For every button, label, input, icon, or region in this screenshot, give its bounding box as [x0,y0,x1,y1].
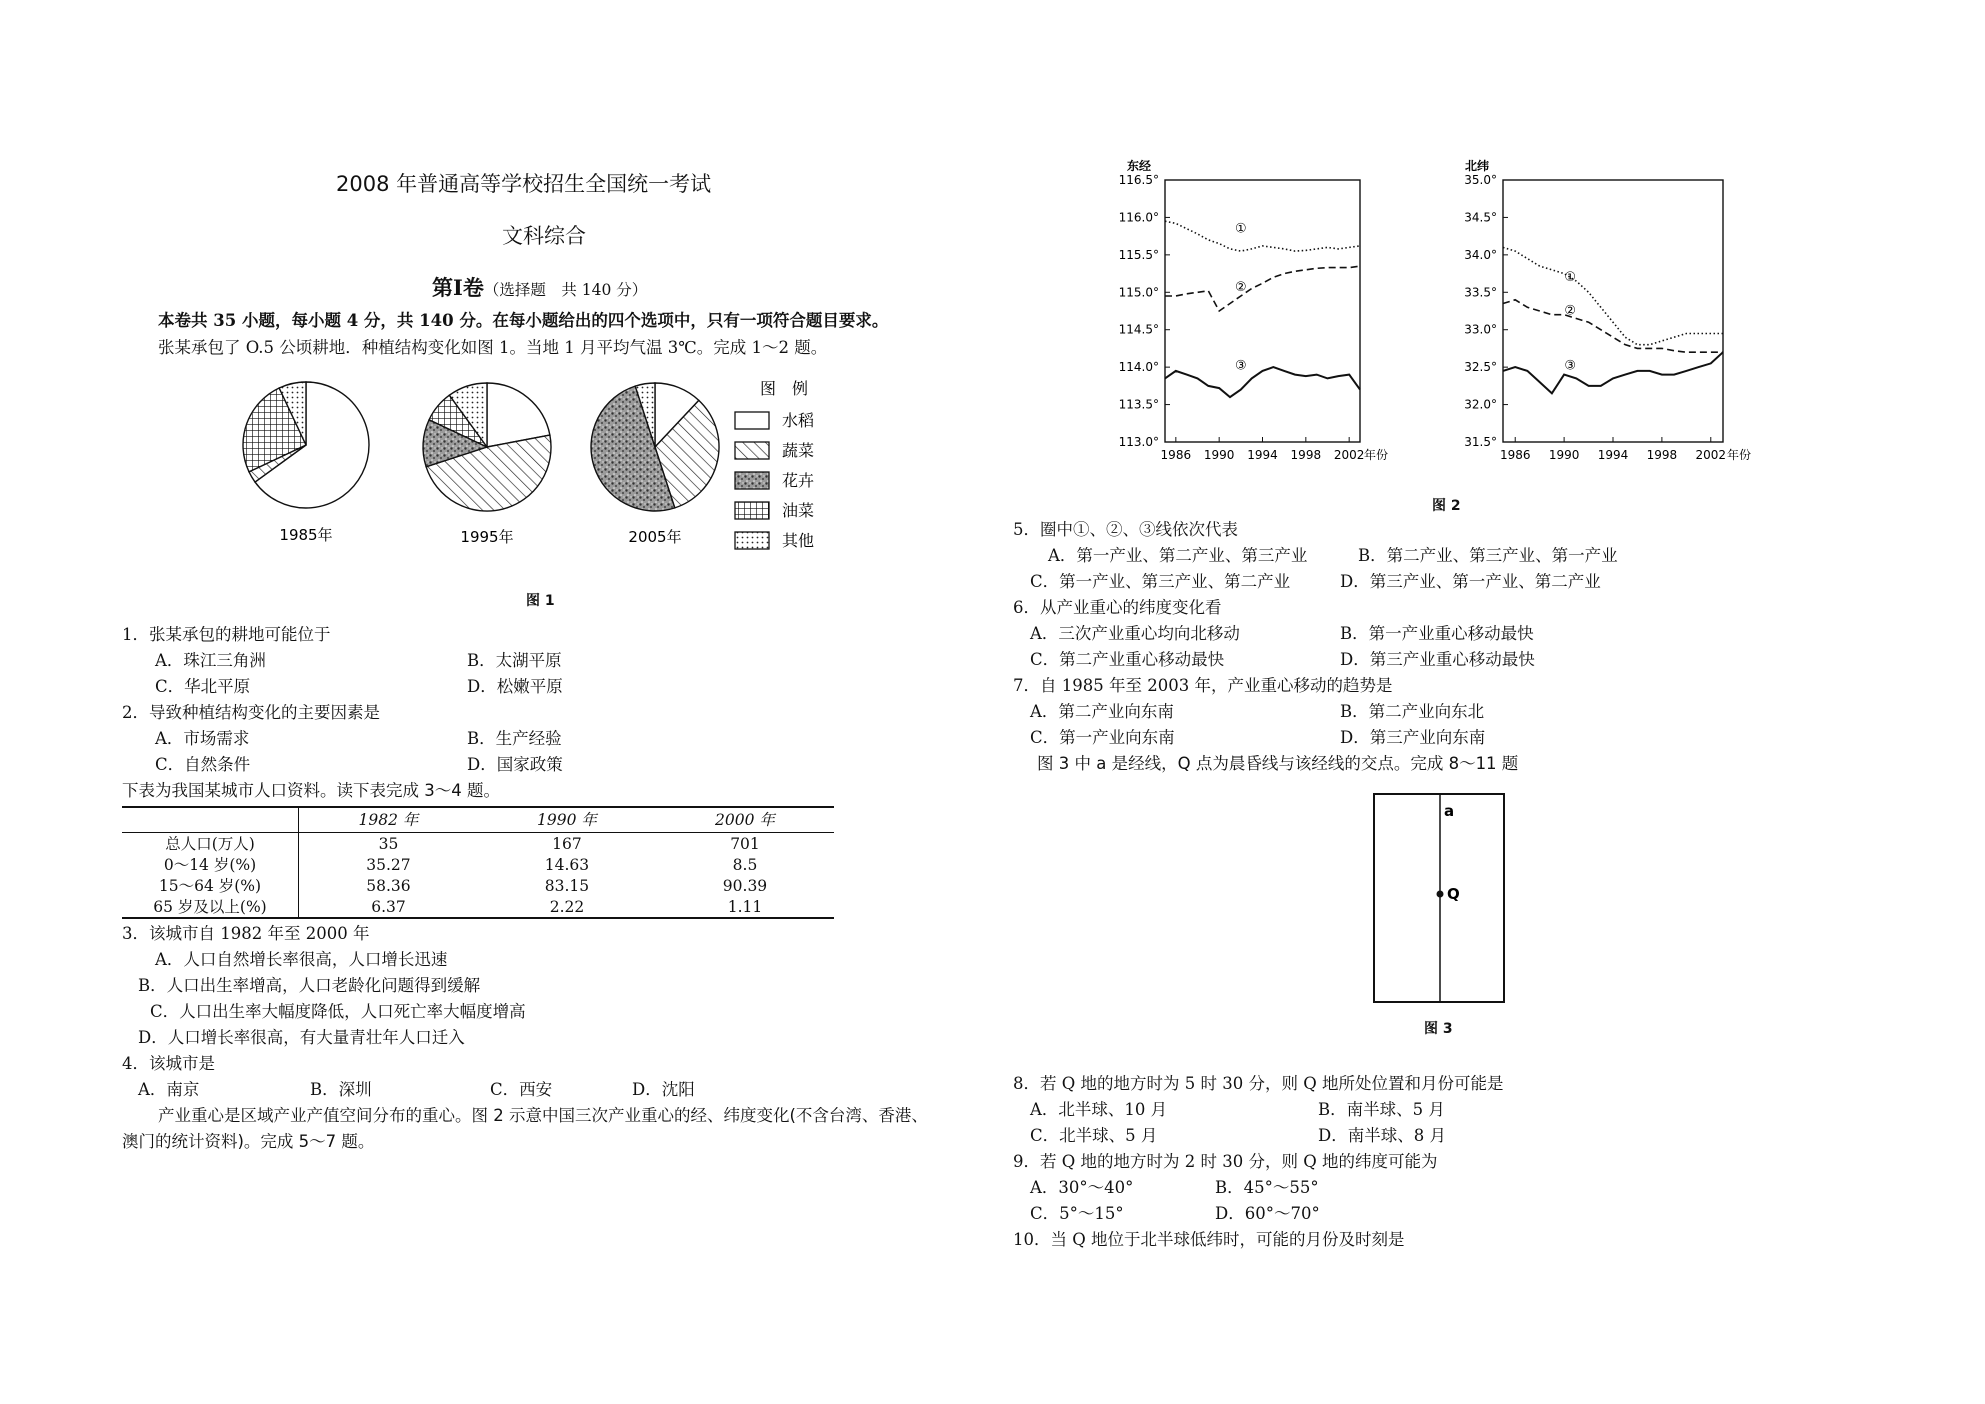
figure-3-caption: 图 3 [1424,1021,1453,1037]
y-tick-label: 32.0° [1464,397,1497,412]
table-cell: 1.11 [656,896,834,918]
series-marker-3: ③ [1564,358,1577,374]
question-10-stem: 10．当 Q 地位于北半球低纬时，可能的月份及时刻是 [1013,1230,1405,1249]
question-6-option-d[interactable]: D．第三产业重心移动最快 [1340,650,1535,669]
y-tick-label: 34.5° [1464,210,1497,225]
y-tick-label: 31.5° [1464,435,1497,449]
legend [735,379,814,550]
y-tick-label: 34.0° [1464,247,1497,262]
legend-label: 油菜 [782,501,815,520]
question-4-stem: 4．该城市是 [122,1054,215,1073]
question-5-option-d[interactable]: D．第三产业、第一产业、第二产业 [1340,572,1601,591]
question-1-option-c[interactable]: C．华北平原 [155,677,251,696]
legend-swatch-blank [735,412,769,429]
legend-title: 图 例 [760,379,809,398]
table-cell: 35.27 [366,855,411,874]
figure-2-latitude-chart [1455,150,1785,470]
series-line-1 [1503,247,1723,344]
pie-label-2005: 2005年 [628,528,682,546]
table-row [122,875,834,896]
question-3-stem: 3．该城市自 1982 年至 2000 年 [122,924,370,943]
y-tick-label: 33.5° [1464,285,1497,300]
table-cell: 90.39 [722,876,768,895]
table-header-cell [122,807,299,833]
figure-2-caption: 图 2 [1432,498,1461,514]
legend-swatch-stipple [735,472,769,489]
y-tick-label: 115.0° [1118,285,1159,300]
x-tick-label: 2002 [1695,448,1727,462]
intro-q5-7-cont: 澳门的统计资料)。完成 5～7 题。 [122,1132,375,1151]
table-header-cell: 1990 年 [478,807,656,833]
legend-label: 其他 [782,531,815,550]
table-row [122,896,834,918]
question-6-option-a[interactable]: A．三次产业重心均向北移动 [1030,624,1240,643]
x-tick-label: 1990 [1203,448,1235,462]
question-4-option-c[interactable]: C．西安 [490,1080,553,1099]
question-8-option-d[interactable]: D．南半球、8 月 [1318,1126,1446,1145]
table-cell: 701 [730,834,760,853]
subject-title: 文科综合 [502,224,586,248]
x-tick-label: 1998 [1290,448,1322,462]
series-marker-1: ① [1564,270,1577,286]
question-1-option-b[interactable]: B．太湖平原 [467,651,562,670]
table-cell: 35 [378,834,399,853]
intro-q8-11: 图 3 中 a 是经线，Q 点为晨昏线与该经线的交点。完成 8～11 题 [1037,754,1519,773]
table-intro: 下表为我国某城市人口资料。读下表完成 3～4 题。 [122,781,500,800]
question-9-option-a[interactable]: A．30°～40° [1030,1178,1134,1197]
y-tick-label: 116.0° [1118,210,1159,225]
x-axis-label: 年份 [1727,448,1752,462]
figure-3-frame [1374,794,1504,1002]
question-5-stem: 5．圈中①、②、③线依次代表 [1013,520,1238,539]
table-cell: 167 [552,834,582,853]
series-line-1 [1165,221,1360,251]
pie-year-labels [279,526,681,546]
intro-q1-2: 张某承包了 O.5 公顷耕地．种植结构变化如图 1。当地 1 月平均气温 3℃。完成 1～2 题。 [158,338,828,357]
question-2-option-a[interactable]: A．市场需求 [155,729,250,748]
point-q [1437,891,1444,898]
figure-1-pie-charts [240,370,880,590]
series-marker-2: ② [1564,303,1577,319]
y-tick-label: 33.0° [1464,322,1497,337]
plot-frame [1503,180,1723,442]
y-tick-label: 116.5° [1118,173,1159,187]
pie-label-1995: 1995年 [460,528,514,546]
question-2-option-b[interactable]: B．生产经验 [467,729,562,748]
question-5-option-b[interactable]: B．第二产业、第三产业、第一产业 [1358,546,1618,565]
y-axis-label: 东经 [1127,159,1152,173]
exam-title: 2008 年普通高等学校招生全国统一考试 [336,172,712,196]
table-row [122,854,834,875]
question-8-stem: 8．若 Q 地的地方时为 5 时 30 分，则 Q 地所处位置和月份可能是 [1013,1074,1504,1093]
series-line-2 [1165,266,1360,311]
pie-label-1985: 1985年 [279,526,333,544]
table-cell: 15～64 岁(%) [122,875,299,896]
question-9-stem: 9．若 Q 地的地方时为 2 时 30 分，则 Q 地的纬度可能为 [1013,1152,1438,1171]
question-2-option-d[interactable]: D．国家政策 [467,755,563,774]
question-8-option-b[interactable]: B．南半球、5 月 [1318,1100,1445,1119]
plot-frame [1165,180,1360,442]
question-4-option-d[interactable]: D．沈阳 [632,1080,695,1099]
x-tick-label: 1990 [1548,448,1580,462]
label-a: a [1444,802,1455,820]
figure-2-longitude-chart [1110,150,1410,470]
table-row [122,833,834,855]
question-7-option-c[interactable]: C．第一产业向东南 [1030,728,1175,747]
table-cell: 8.5 [732,855,758,874]
instructions: 本卷共 35 小题，每小题 4 分，共 140 分。在每小题给出的四个选项中，只有一项符合题目要求。 [158,311,889,330]
x-tick-label: 2002 [1333,448,1365,462]
table-header-cell: 1982 年 [299,807,478,833]
x-tick-label: 1986 [1160,448,1192,462]
table-cell: 2.22 [478,896,656,918]
legend-swatch-grid [735,502,769,519]
question-5-option-a[interactable]: A．第一产业、第二产业、第三产业 [1048,546,1308,565]
question-3-option-c[interactable]: C．人口出生率大幅度降低，人口死亡率大幅度增高 [150,1002,526,1021]
table-cell: 14.63 [544,855,590,874]
question-6-stem: 6．从产业重心的纬度变化看 [1013,598,1222,617]
legend-label: 蔬菜 [782,441,815,460]
x-tick-label: 1986 [1499,448,1531,462]
table-cell: 总人口(万人) [122,833,299,855]
legend-swatch-hatch [735,442,769,459]
question-2-option-c[interactable]: C．自然条件 [155,755,251,774]
figure-1-caption: 图 1 [526,593,555,609]
table-cell: 65 岁及以上(%) [122,896,299,918]
x-tick-label: 1994 [1597,448,1629,462]
x-tick-label: 1998 [1646,448,1678,462]
question-9-option-d[interactable]: D．60°～70° [1215,1204,1320,1223]
question-3-option-b[interactable]: B．人口出生率增高，人口老龄化问题得到缓解 [138,976,481,995]
table-cell: 0～14 岁(%) [122,854,299,875]
volume-heading [432,272,647,302]
series-marker-3: ③ [1235,358,1247,374]
series-line-3 [1165,367,1360,397]
question-7-stem: 7．自 1985 年至 2003 年，产业重心移动的趋势是 [1013,676,1393,695]
table-cell: 83.15 [544,876,590,895]
table-header-row [122,807,834,833]
question-6-option-c[interactable]: C．第二产业重心移动最快 [1030,650,1225,669]
legend-label: 水稻 [782,411,815,430]
y-tick-label: 113.0° [1118,435,1159,449]
question-8-option-a[interactable]: A．北半球、10 月 [1030,1100,1168,1119]
question-2-stem: 2．导致种植结构变化的主要因素是 [122,703,380,722]
series-line-3 [1503,352,1723,393]
volume-label: 第Ⅰ卷 [432,275,484,300]
y-tick-label: 35.0° [1464,173,1497,187]
series-marker-1: ① [1235,221,1247,237]
question-1-option-d[interactable]: D．松嫩平原 [467,677,563,696]
x-tick-label: 1994 [1247,448,1278,462]
question-7-option-a[interactable]: A．第二产业向东南 [1030,702,1174,721]
y-axis-label: 北纬 [1465,159,1490,173]
legend-swatch-dots [735,532,769,549]
question-4-option-a[interactable]: A．南京 [138,1080,200,1099]
y-tick-label: 114.0° [1118,360,1159,375]
y-tick-label: 32.5° [1464,360,1497,375]
question-9-option-c[interactable]: C．5°～15° [1030,1204,1124,1223]
question-7-option-b[interactable]: B．第二产业向东北 [1340,702,1485,721]
question-3-option-a[interactable]: A．人口自然增长率很高，人口增长迅速 [155,950,448,969]
question-7-option-d[interactable]: D．第三产业向东南 [1340,728,1486,747]
x-axis-label: 年份 [1364,448,1389,462]
legend-label: 花卉 [782,471,815,490]
volume-note: （选择题 共 140 分） [483,281,648,299]
y-tick-label: 115.5° [1118,247,1159,262]
y-tick-label: 113.5° [1118,397,1159,412]
question-1-stem: 1．张某承包的耕地可能位于 [122,625,331,644]
question-9-option-b[interactable]: B．45°～55° [1215,1178,1319,1197]
question-1-option-a[interactable]: A．珠江三角洲 [155,651,266,670]
y-tick-label: 114.5° [1118,322,1159,337]
series-marker-2: ② [1235,279,1247,295]
label-q: Q [1447,885,1460,903]
table-cell: 6.37 [299,896,478,918]
question-5-option-c[interactable]: C．第一产业、第三产业、第二产业 [1030,572,1291,591]
intro-q5-7: 产业重心是区域产业产值空间分布的重心。图 2 示意中国三次产业重心的经、纬度变化(不含台湾、香港、 [158,1106,928,1125]
series-line-2 [1503,300,1723,352]
population-table [122,806,834,919]
table-header-cell: 2000 年 [656,807,834,833]
table-cell: 58.36 [366,876,411,895]
question-8-option-c[interactable]: C．北半球、5 月 [1030,1126,1158,1145]
question-6-option-b[interactable]: B．第一产业重心移动最快 [1340,624,1534,643]
figure-3-diagram [1370,790,1520,1030]
question-3-option-d[interactable]: D．人口增长率很高，有大量青壮年人口迁入 [138,1028,465,1047]
question-4-option-b[interactable]: B．深圳 [310,1080,372,1099]
